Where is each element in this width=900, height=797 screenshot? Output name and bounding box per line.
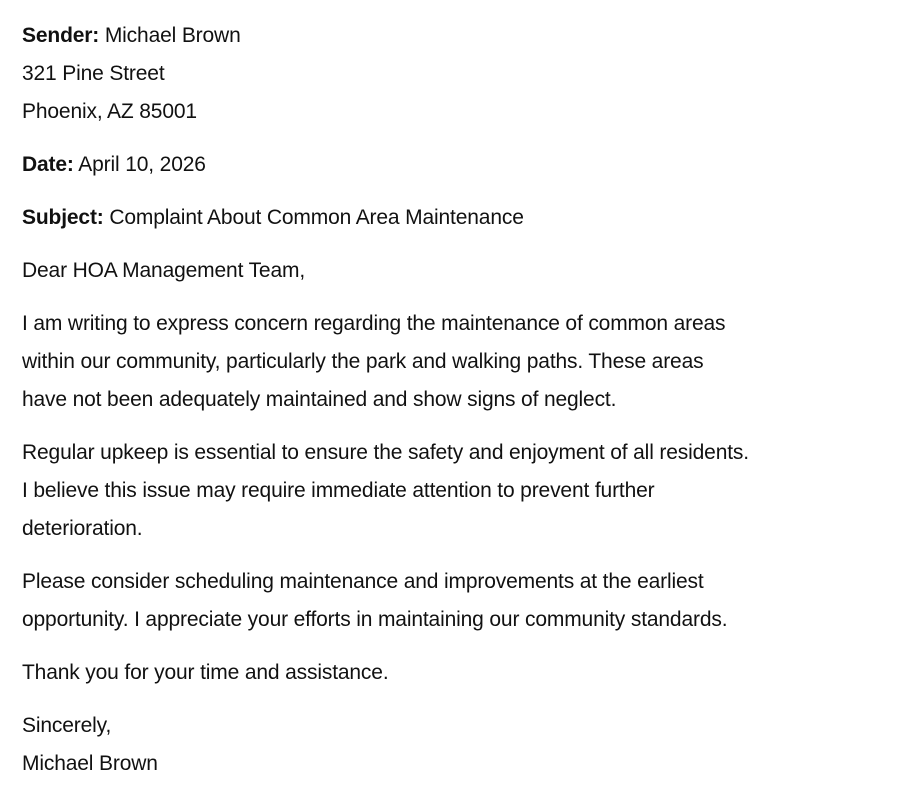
subject-label: Subject: [22, 206, 104, 229]
valediction: Sincerely, [22, 714, 112, 737]
salutation-text: Dear HOA Management Team, [22, 259, 306, 282]
date-label: Date: [22, 153, 74, 176]
subject-value: Complaint About Common Area Maintenance [109, 206, 524, 229]
date-block [22, 146, 900, 184]
signature: Michael Brown [22, 752, 158, 775]
paragraph-line: Regular upkeep is essential to ensure the safety and enjoyment of all residents. [22, 441, 749, 464]
body-paragraph-1 [22, 305, 900, 419]
paragraph-line: have not been adequately maintained and show signs of neglect. [22, 388, 617, 411]
subject-line [22, 199, 900, 237]
date-line [22, 146, 900, 184]
body-paragraph-2 [22, 434, 900, 548]
sender-address-line1: 321 Pine Street [22, 62, 165, 85]
paragraph-line: Thank you for your time and assistance. [22, 661, 389, 684]
subject-block [22, 199, 900, 237]
paragraph-line: within our community, particularly the park and walking paths. These areas [22, 350, 704, 373]
paragraph-line: Please consider scheduling maintenance and improvements at the earliest [22, 570, 704, 593]
paragraph-line: I believe this issue may require immediate attention to prevent further [22, 479, 655, 502]
sender-name: Michael Brown [104, 24, 241, 47]
paragraph-line: deterioration. [22, 517, 143, 540]
date-value: April 10, 2026 [78, 153, 206, 176]
sender-block [22, 17, 900, 131]
sender-line [22, 17, 900, 55]
closing-block [22, 707, 900, 783]
body-paragraph-4 [22, 654, 900, 692]
sender-label: Sender: [22, 24, 100, 47]
salutation [22, 252, 900, 290]
paragraph-line: I am writing to express concern regarding the maintenance of common areas [22, 312, 726, 335]
paragraph-line: opportunity. I appreciate your efforts in maintaining our community standards. [22, 608, 728, 631]
sender-address-line2: Phoenix, AZ 85001 [22, 100, 197, 123]
body-paragraph-3 [22, 563, 900, 639]
